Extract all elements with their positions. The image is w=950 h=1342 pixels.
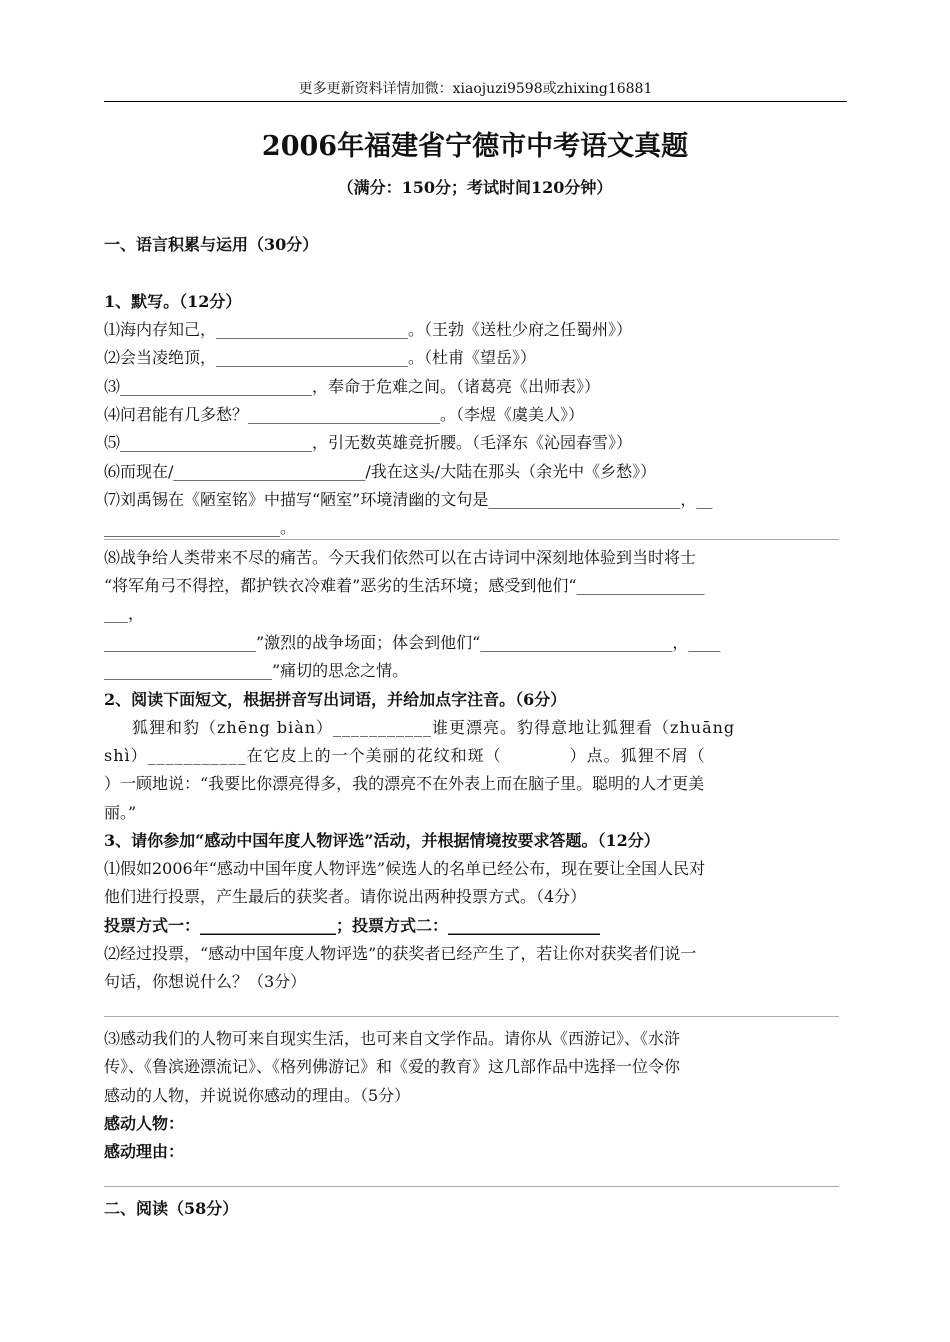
moving-person-label: 感动人物：: [104, 1114, 185, 1133]
question-1-line: ___，: [104, 604, 145, 623]
question-3-line: 感动的人物，并说说你感动的理由。（5分）: [104, 1086, 411, 1105]
answer-divider: [104, 1016, 839, 1017]
question-2-passage-line: 丽。”: [104, 803, 137, 822]
question-2-passage-line: shì）___________在它皮上的一个美丽的花纹和斑（ ）点。狐狸不屑（: [104, 746, 706, 765]
voting-methods-line: 投票方式一：_________________；投票方式二：___________________: [104, 916, 601, 935]
question-3-line: 句话，你想说什么？（3分）: [104, 972, 307, 991]
question-3-line: ⑴假如2006年“感动中国年度人物评选”候选人的名单已经公布，现在要让全国人民对: [104, 859, 706, 878]
question-1-line: ______________________。: [104, 518, 297, 537]
page-title: 2006年福建省宁德市中考语文真题: [261, 131, 689, 162]
answer-divider: [104, 539, 839, 540]
section-1-heading: 一、语言积累与运用（30分）: [104, 235, 319, 254]
question-1-line: ⑴海内存知己，________________________。（王勃《送杜少府之任蜀州》）: [104, 320, 633, 339]
question-2-heading: 2、阅读下面短文，根据拼音写出词语，并给加点字注音。（6分）: [104, 690, 567, 709]
question-3-line: 他们进行投票，产生最后的获奖者。请你说出两种投票方式。（4分）: [104, 887, 587, 906]
header-note: 更多更新资料详情加微：xiaojuzi9598或zhixing16881: [298, 81, 653, 97]
question-1-line: ⑵会当凌绝顶，________________________。（杜甫《望岳》）: [104, 348, 537, 367]
question-1-line: ⑶________________________，奉命于危难之间。（诸葛亮《出师表》）: [104, 377, 601, 396]
page-subtitle: （满分：150分；考试时间120分钟）: [337, 178, 613, 197]
question-1-line: ⑷问君能有几多愁？________________________。（李煜《虞美人》）: [104, 405, 585, 424]
question-1-line: ⑻战争给人类带来不尽的痛苦。今天我们依然可以在古诗词中深刻地体验到当时将士: [104, 548, 697, 567]
question-3-line: ⑶感动我们的人物可来自现实生活，也可来自文学作品。请你从《西游记》、《水浒: [104, 1029, 681, 1048]
question-2-passage-line: 狐狸和豹（zhēng biàn）___________谁更漂亮。豹得意地让狐狸看（zhuāng: [132, 718, 736, 737]
question-1-heading: 1、默写。（12分）: [104, 292, 242, 311]
question-1-line: ⑸________________________，引无数英雄竞折腰。（毛泽东《沁园春雪》）: [104, 433, 633, 452]
moving-reason-label: 感动理由：: [104, 1142, 185, 1161]
question-2-passage-line: ）一顾地说：“我要比你漂亮得多，我的漂亮不在外表上而在脑子里。聪明的人才更美: [104, 774, 705, 793]
question-1-line: ⑺刘禹锡在《陋室铭》中描写“陋室”环境清幽的文句是________________________，__: [104, 490, 713, 509]
question-1-line: ⑹而现在/________________________/我在这头/大陆在那头（余光中《乡愁》）: [104, 462, 657, 481]
question-3-line: ⑵经过投票，“感动中国年度人物评选”的获奖者已经产生了，若让你对获奖者们说一: [104, 944, 697, 963]
question-3-heading: 3、请你参加“感动中国年度人物评选”活动，并根据情境按要求答题。（12分）: [104, 831, 660, 850]
answer-divider: [104, 1186, 839, 1187]
question-3-line: 传》、《鲁滨逊漂流记》、《格列佛游记》和《爱的教育》这几部作品中选择一位令你: [104, 1057, 681, 1076]
header-divider: [104, 101, 847, 102]
question-1-line: “将军角弓不得控，都护铁衣冷难着”恶劣的生活环境；感受到他们“________________: [104, 576, 705, 595]
section-2-heading: 二、阅读（58分）: [104, 1199, 239, 1218]
question-1-line: _____________________”痛切的思念之情。: [104, 661, 409, 680]
question-1-line: ___________________”激烈的战争场面；体会到他们“________________________，____: [104, 633, 721, 652]
